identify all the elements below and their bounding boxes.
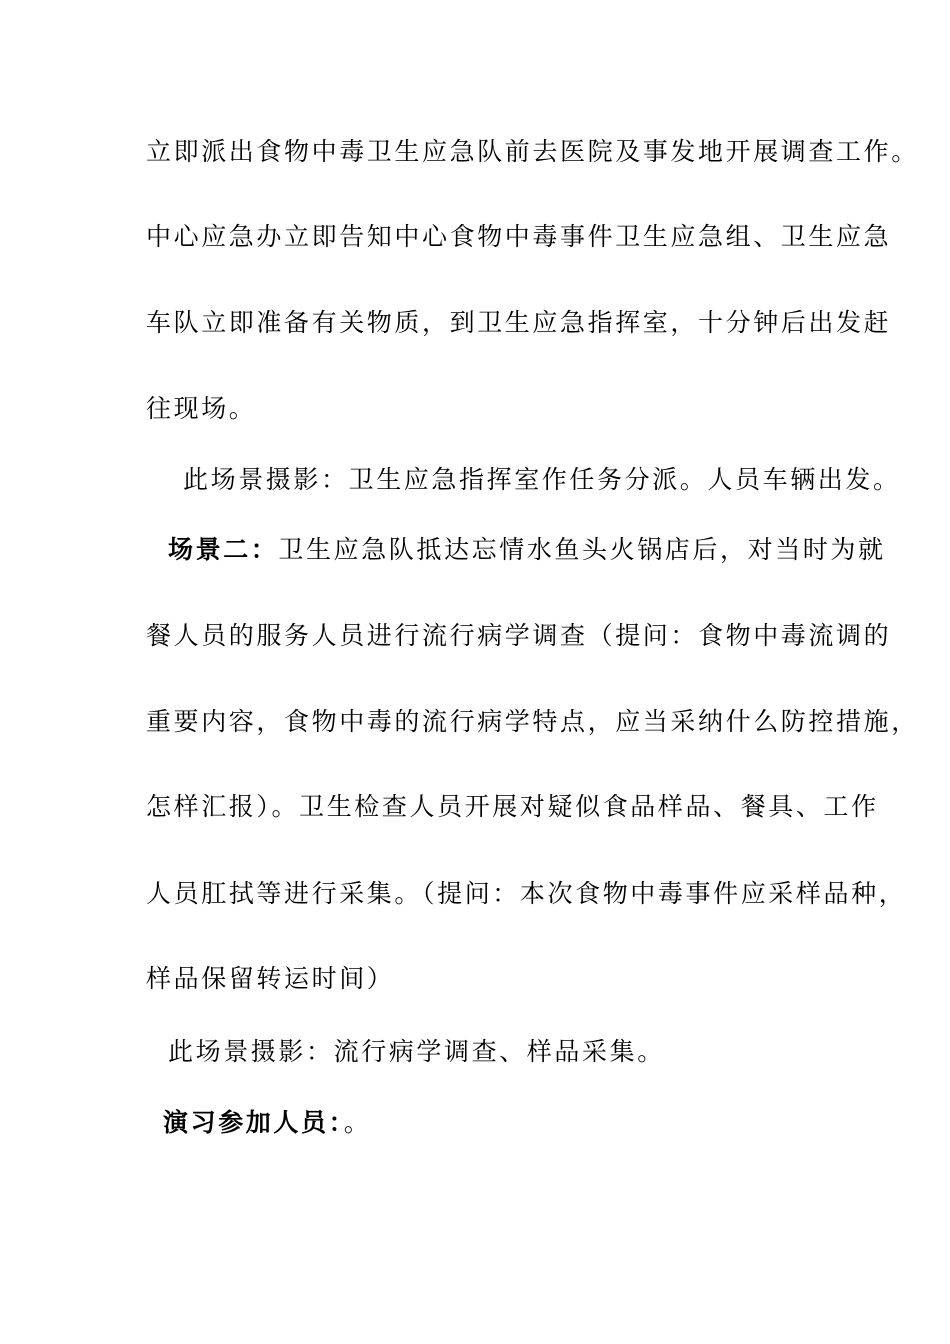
scene2-line-4: 怎样汇报）。卫生检查人员开展对疑似食品样品、餐具、工作 <box>146 792 879 821</box>
paragraph-line-3: 车队立即准备有关物质，到卫生应急指挥室，十分钟后出发赶 <box>146 308 892 337</box>
scene2-first-text: 卫生应急队抵达忘情水鱼头火锅店后，对当时为就 <box>278 535 886 564</box>
scene2-line-2: 餐人员的服务人员进行流行病学调查（提问：食物中毒流调的 <box>146 621 892 650</box>
scene2-photo-note: 此场景摄影：流行病学调查、样品采集。 <box>168 1037 665 1066</box>
paragraph-line-4: 往现场。 <box>146 394 257 423</box>
paragraph-line-1: 立即派出食物中毒卫生应急队前去医院及事发地开展调查工作。 <box>146 137 919 166</box>
scene2-heading: 场景二： <box>168 535 279 564</box>
scene2-line-6: 样品保留转运时间） <box>146 964 395 993</box>
paragraph-line-2: 中心应急办立即告知中心食物中毒事件卫生应急组、卫生应急 <box>146 222 892 251</box>
scene1-photo-note: 此场景摄影：卫生应急指挥室作任务分派。人员车辆出发。 <box>183 465 901 494</box>
participants-value: 。 <box>343 1108 372 1137</box>
participants-line <box>163 1108 371 1138</box>
scene2-line-5: 人员肛拭等进行采集。（提问：本次食物中毒事件应采样品种， <box>146 879 907 908</box>
scene2-line-3: 重要内容，食物中毒的流行病学特点，应当采纳什么防控措施， <box>146 707 919 736</box>
participants-heading: 演习参加人员： <box>163 1108 344 1137</box>
scene2-first-line <box>168 535 886 565</box>
